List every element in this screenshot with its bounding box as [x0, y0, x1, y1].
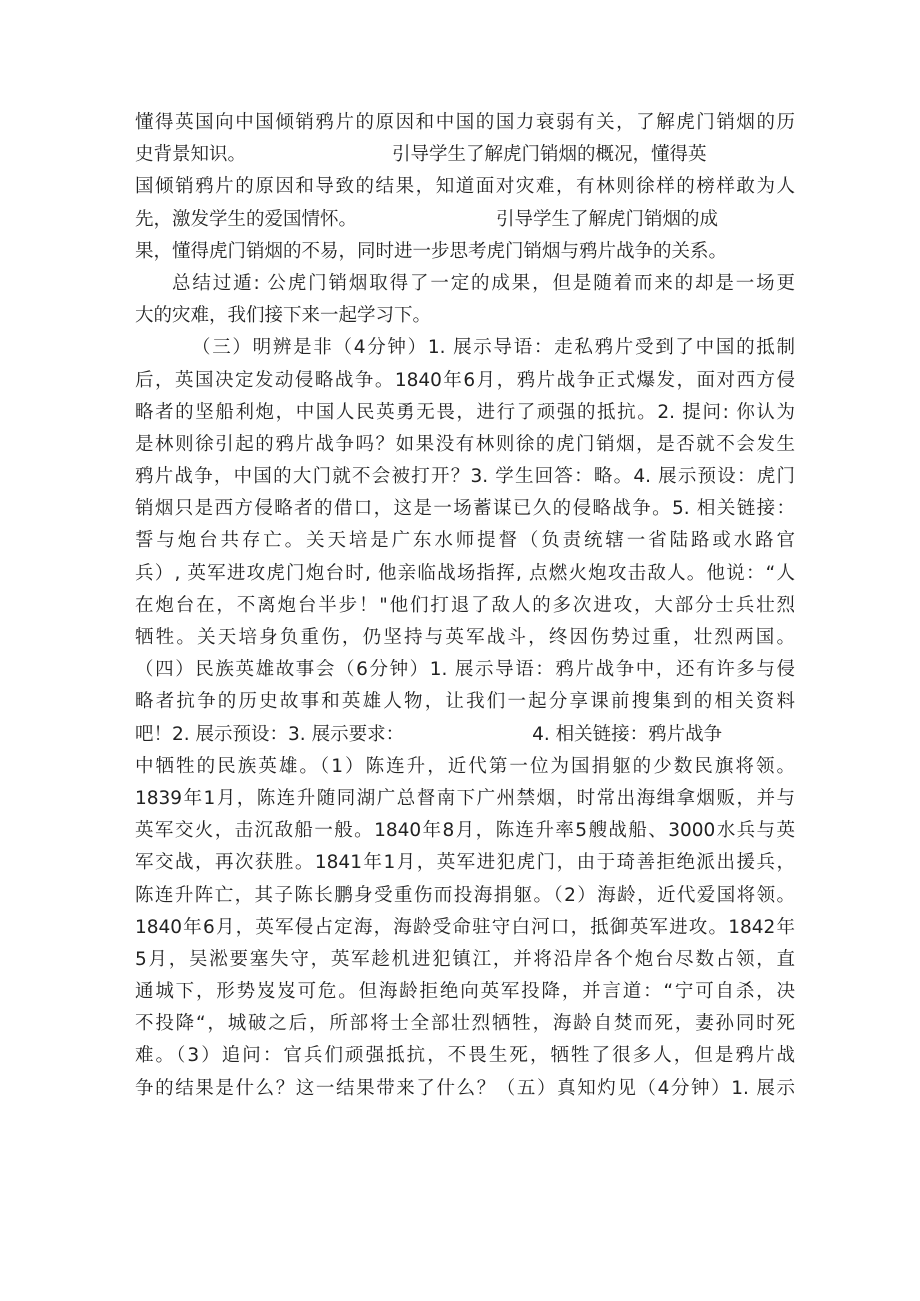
- text-line: 总结过遁: 公虎门销烟取得了一定的成果，但是随着而来的却是一场更: [172, 272, 795, 294]
- text-segment: 引导学生了解虎门销烟的概况，懂得英: [392, 144, 707, 166]
- text-line: 销烟只是西方侵略者的借口，这是一场蓄谋已久的侵略战争。5. 相关链接：: [135, 498, 795, 520]
- text-line: 难。（3）追问：官兵们顽强抵抗，不畏生死，牺牲了很多人，但是鸦片战: [135, 1045, 795, 1067]
- text-line: 5月，吴淞要塞失守，英军趁机进犯镇江，并将沿岸各个炮台尽数占领，直: [135, 948, 795, 970]
- text-line: 陈连升阵亡，其子陈长鹏身受重伤而投海捐躯。（2）海龄，近代爱国将领。: [135, 884, 795, 906]
- text-segment: 先，激发学生的爱国情怀。: [135, 208, 358, 230]
- text-line: 1839年1月，陈连升随同湖广总督南下广州禁烟，时常出海缉拿烟贩，并与: [135, 787, 795, 809]
- text-line: [135, 719, 795, 751]
- text-line: 不投降“，城破之后，所部将士全部壮烈牺牲，海龄自焚而死，妻孙同时死: [135, 1013, 795, 1035]
- document-page: [135, 107, 795, 1105]
- text-segment: 吧！2. 展示预设：3. 展示要求：: [135, 723, 405, 745]
- text-line: 军交战，再次获胜。1841年1月，英军进犯虎门，由于琦善拒绝派出援兵，: [135, 852, 795, 874]
- text-line: （三）明辨是非（4分钟）1. 展示导语：走私鸦片受到了中国的抵制: [192, 337, 795, 359]
- text-line: 果，懂得虎门销烟的不易，同时进一步思考虎门销烟与鸦片战争的关系。: [135, 240, 728, 262]
- text-line: 是林则徐引起的鸦片战争吗？如果没有林则徐的虎门销烟，是否就不会发生: [135, 433, 795, 455]
- text-line: 在炮台在，不离炮台半步！"他们打退了敌人的多次进攻，大部分士兵壮烈: [135, 594, 795, 616]
- text-line: 通城下，形势岌岌可危。但海龄拒绝向英军投降，并言道：“宁可自杀，决: [135, 981, 795, 1003]
- text-line: 兵）, 英军进攻虎门炮台时, 他亲临战场指挥, 点燃火炮攻击敌人。他说：“人: [135, 562, 795, 584]
- text-line: 誓与炮台共存亡。关天培是广东水师提督（负责统辖一省陆路或水路官: [135, 530, 795, 552]
- text-line: 牺牲。关天培身负重伤，仍坚持与英军战斗，终因伤势过重，壮烈两国。: [135, 627, 795, 648]
- text-line: [135, 204, 795, 236]
- text-line: 大的灾难，我们接下来一起学习下。: [135, 305, 432, 327]
- text-line: 后，英国决定发动侵略战争。1840年6月，鸦片战争正式爆发，面对西方侵: [135, 369, 795, 391]
- text-segment: 史背景知识。: [135, 144, 247, 166]
- text-line: 懂得英国向中国倾销鸦片的原因和中国的国力衰弱有关，了解虎门销烟的历: [135, 112, 795, 133]
- text-line: 1840年6月，英军侵占定海，海龄受命驻守白河口，抵御英军进攻。1842年: [135, 916, 795, 938]
- text-line: 略者的坚船利炮，中国人民英勇无畏，进行了顽强的抵抗。2. 提问: 你认为: [135, 401, 795, 423]
- text-line: 英军交火，击沉敌船一般。1840年8月，陈连升率5艘战船、3000水兵与英: [135, 820, 795, 842]
- text-line: 争的结果是什么？这一结果带来了什么？（五）真知灼见（4分钟）1. 展示: [135, 1077, 795, 1099]
- text-segment: 4. 相关链接：鸦片战争: [532, 723, 723, 745]
- text-line: 略者抗争的历史故事和英雄人物，让我们一起分享课前搜集到的相关资料: [135, 691, 795, 713]
- text-line: 中牺牲的民族英雄。（1）陈连升，近代第一位为国捐躯的少数民旗将领。: [135, 755, 795, 777]
- text-line: 鸦片战争，中国的大门就不会被打开？3. 学生回答：略。4. 展示预设：虎门: [135, 466, 795, 488]
- text-line: （四）民族英雄故事会（6分钟）1. 展示导语：鸦片战争中，还有许多与侵: [135, 659, 795, 681]
- text-line: [135, 139, 795, 171]
- text-segment: 引导学生了解虎门销烟的成: [496, 208, 719, 230]
- text-line: 国倾销鸦片的原因和导致的结果，知道面对灾难，有林则徐样的榜样敢为人: [135, 176, 795, 198]
